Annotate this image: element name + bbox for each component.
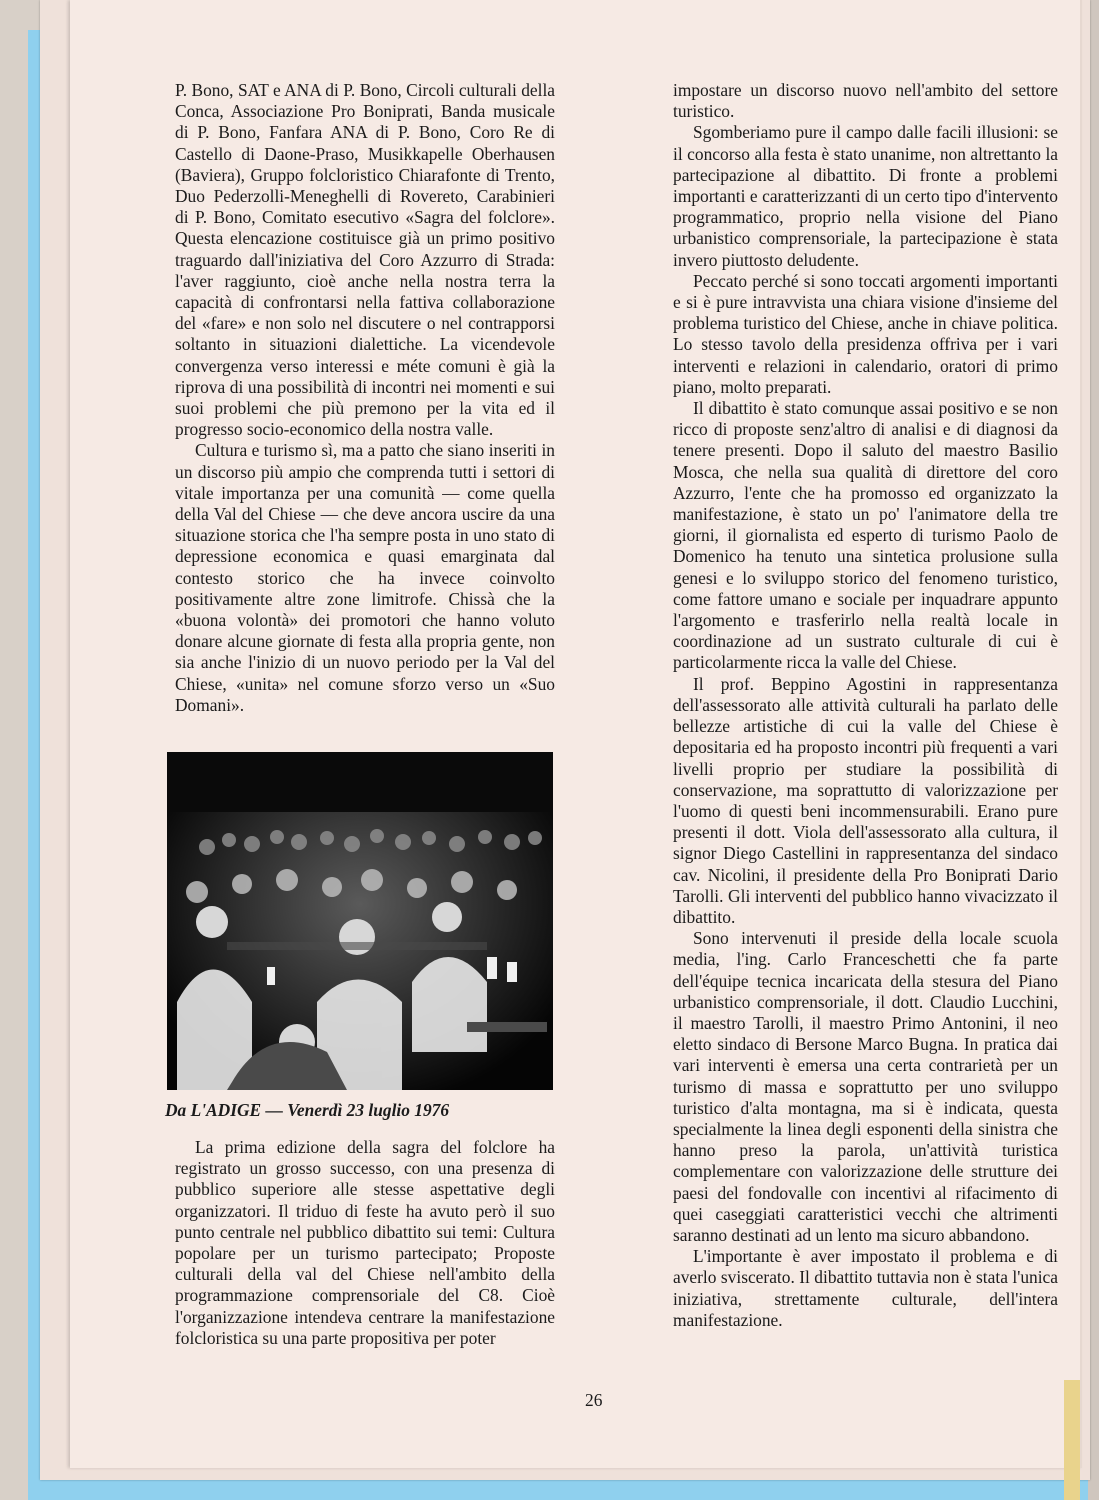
- page-number: 26: [585, 1390, 603, 1410]
- paragraph: Peccato perché si sono toccati argomenti importanti e si è pure intravvista una chiara visione d'insieme del problema turistico del Chiese, anche in chiave politica. Lo stesso tavolo della presidenza offriva per i vari interventi e relazioni in calendario, oratori di primo piano, molto preparati.: [673, 270, 1058, 397]
- yellow-page-edge: [1064, 1380, 1080, 1500]
- crowd-photo: [167, 752, 553, 1090]
- paragraph: Il dibattito è stato comunque assai positivo e se non ricco di proposte senz'altro di analisi e di diagnosi da tenere presenti. Dopo il saluto del maestro Basilio Mosca, che nella sua qualità di direttore del coro Azzurro, l'ente che ha promosso ed organizzato la manifestazione, è stato un po' l'animatore della tre giorni, il giornalista ed esperto di turismo Paolo de Domenico ha tenuto una sintetica prolusione sulla genesi e lo sviluppo storico del fenomeno turistico, come fattore umano e sociale per inquadrare appunto l'argomento e trasferirlo nella realtà locale in coordinazione ad un sustrato culturale di cui è particolarmente ricca la valle del Chiese.: [673, 398, 1058, 673]
- paragraph: Cultura e turismo sì, ma a patto che siano inseriti in un discorso più ampio che comprenda tutti i settori di vitale importanza per una comunità — come quella della Val del Chiese — che deve ancora uscire da una situazione storica che l'ha sempre posta in uno stato di depressione economica e quasi emarginata dal contesto storico che ha invece coinvolto positivamente altre zone limitrofe. Chissà che la «buona volontà» dei promotori che hanno voluto donare alcune giornate di festa alla propria gente, non sia anche l'inizio di un nuovo periodo per la Val del Chiese, «unita» nel comune sforzo verso un «Suo Domani».: [175, 440, 555, 715]
- left-column-bottom: [175, 1137, 555, 1349]
- paragraph: P. Bono, SAT e ANA di P. Bono, Circoli culturali della Conca, Associazione Pro Boniprati, Banda musicale di P. Bono, Fanfara ANA di P. Bono, Coro Re di Castello di Daone-Praso, Musikkapelle Oberhausen (Baviera), Gruppo folcloristico Chiarafonte di Trento, Duo Pederzolli-Meneghelli di Rovereto, Carabinieri di P. Bono, Comitato esecutivo «Sagra del folclore». Questa elencazione costituisce già un primo positivo traguardo dall'iniziativa del Coro Azzurro di Strada: l'aver raggiunto, cioè anche nella nostra terra la capacità di confrontarsi nella fattiva collaborazione del «fare» e non solo nel discutere o nel contrapporsi soltanto in situazioni dialettiche. La vicendevole convergenza verso interessi e méte comuni è già la riprova di una possibilità di incontri nei momenti e sui suoi problemi che più premono per la vita ed il progresso socio-economico della nostra valle.: [175, 80, 555, 440]
- crowd-photo-illustration: [167, 752, 553, 1090]
- paragraph: Sono intervenuti il preside della locale scuola media, l'ing. Carlo Franceschetti che fa parte dell'équipe tecnica incaricata della stesura del Piano urbanistico comprensoriale, il dott. Claudio Lucchini, il maestro Tarolli, il maestro Primo Antonini, il neo eletto sindaco di Bersone Marco Bugna. In pratica dai vari interventi è emersa una certa contrarietà per un turismo di massa e soprattutto per uno sviluppo turistico d'alta montagna, ma si è indicata, questa specialmente la linea degli esponenti della sinistra che hanno preso la parola, un'attività turistica complementare con valorizzazione delle strutture dei paesi del fondovalle con incentivi al rifacimento di quei caseggiati caratteristici vecchi che altrimenti saranno destinati ad un lento ma sicuro abbandono.: [673, 928, 1058, 1245]
- paragraph: Sgomberiamo pure il campo dalle facili illusioni: se il concorso alla festa è stato unanime, non altrettanto la partecipazione al dibattito. Di fronte a problemi importanti e caratterizzanti di un certo tipo d'intervento programmatico, proprio nella visione del Piano urbanistico comprensoriale, la partecipazione è stata invero piuttosto deludente.: [673, 122, 1058, 270]
- right-column: [673, 80, 1058, 1331]
- paragraph: Il prof. Beppino Agostini in rappresentanza dell'assessorato alle attività culturali ha parlato delle bellezze artistiche di cui la valle del Chiese è depositaria ed ha proposto incontri più frequenti a vari livelli proprio per studiare la possibilità di conservazione, ma soprattutto di valorizzazione per l'uomo di questi beni incommensurabili. Erano pure presenti il dott. Viola dell'assessorato alla cultura, il signor Diego Castellini in rappresentanza del sindaco cav. Nicolini, il presidente della Pro Boniprati Dario Tarolli. Gli interventi del pubblico hanno vivacizzato il dibattito.: [673, 673, 1058, 927]
- paragraph: L'importante è aver impostato il problema e di averlo sviscerato. Il dibattito tuttavia non è stata l'unica iniziativa, strettamente culturale, dell'intera manifestazione.: [673, 1246, 1058, 1330]
- paragraph: impostare un discorso nuovo nell'ambito del settore turistico.: [673, 80, 1058, 122]
- photo-caption: Da L'ADIGE — Venerdì 23 luglio 1976: [165, 1100, 450, 1120]
- paragraph: La prima edizione della sagra del folclore ha registrato un grosso successo, con una presenza di pubblico superiore alle stesse aspettative degli organizzatori. Il triduo di feste ha avuto però il suo punto centrale nel pubblico dibattito sui temi: Cultura popolare per un turismo partecipato; Proposte culturali della val del Chiese nell'ambito della programmazione comprensoriale del C8. Cioè l'organizzazione intendeva centrare la manifestazione folcloristica su una parte propositiva per poter: [175, 1137, 555, 1348]
- left-column-top: [175, 80, 555, 716]
